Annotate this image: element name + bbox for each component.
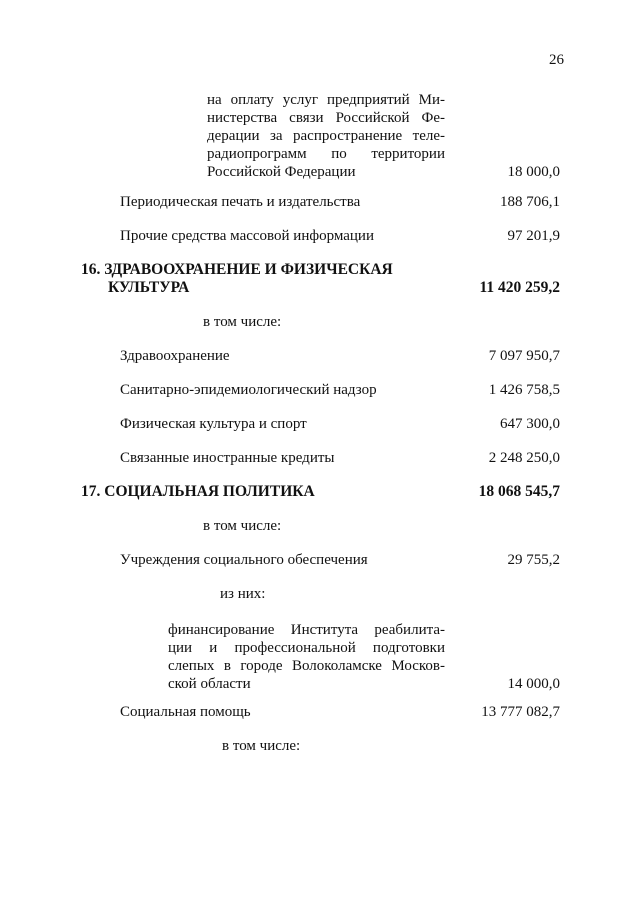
healthcare-amount: 7 097 950,7 bbox=[488, 348, 560, 364]
social-aid-subhead: в том числе: bbox=[222, 738, 301, 754]
section-17-heading: 17. СОЦИАЛЬНАЯ ПОЛИТИКА bbox=[81, 483, 315, 500]
blind-institute-item bbox=[168, 621, 445, 693]
social-aid-label: Социальная помощь bbox=[120, 704, 251, 720]
sanitary-supervision-amount: 1 426 758,5 bbox=[488, 382, 560, 398]
blind-institute-line-1: финансирование Института реабилита- bbox=[168, 622, 445, 638]
telecom-line-2: нистерства связи Российской Фе- bbox=[207, 110, 445, 126]
telecom-line-4: радиопрограмм по территории bbox=[207, 146, 445, 162]
foreign-credits-label: Связанные иностранные кредиты bbox=[120, 450, 335, 466]
section-17-amount: 18 068 545,7 bbox=[478, 483, 560, 500]
sport-amount: 647 300,0 bbox=[500, 416, 560, 432]
blind-institute-line-4: ской области bbox=[168, 676, 251, 692]
other-media-label: Прочие средства массовой информации bbox=[120, 228, 374, 244]
social-institutions-amount: 29 755,2 bbox=[507, 552, 560, 568]
blind-institute-line-3: слепых в городе Волоколамске Москов- bbox=[168, 658, 445, 674]
blind-institute-line-2: ции и профессиональной подготовки bbox=[168, 640, 445, 656]
periodical-press-label: Периодическая печать и издательства bbox=[120, 194, 361, 210]
telecom-line-5: Российской Федерации bbox=[207, 164, 356, 180]
periodical-press-amount: 188 706,1 bbox=[500, 194, 560, 210]
telecom-services-item bbox=[207, 91, 445, 181]
telecom-services-amount: 18 000,0 bbox=[507, 164, 560, 180]
section-16-title-line-1: 16. ЗДРАВООХРАНЕНИЕ И ФИЗИЧЕСКАЯ bbox=[81, 261, 393, 278]
sport-label: Физическая культура и спорт bbox=[120, 416, 307, 432]
sanitary-supervision-label: Санитарно-эпидемиологический надзор bbox=[120, 382, 377, 398]
section-17-subhead: в том числе: bbox=[203, 518, 282, 534]
section-16-amount: 11 420 259,2 bbox=[479, 279, 560, 296]
page-number: 26 bbox=[549, 52, 564, 68]
of-which-subhead: из них: bbox=[220, 586, 266, 602]
social-aid-amount: 13 777 082,7 bbox=[481, 704, 560, 720]
healthcare-label: Здравоохранение bbox=[120, 348, 230, 364]
telecom-line-3: дерации за распространение теле- bbox=[207, 128, 445, 144]
blind-institute-amount: 14 000,0 bbox=[507, 676, 560, 692]
foreign-credits-amount: 2 248 250,0 bbox=[488, 450, 560, 466]
other-media-amount: 97 201,9 bbox=[507, 228, 560, 244]
social-institutions-label: Учреждения социального обеспечения bbox=[120, 552, 368, 568]
telecom-line-1: на оплату услуг предприятий Ми- bbox=[207, 92, 445, 108]
section-16-heading bbox=[81, 261, 393, 297]
section-16-subhead: в том числе: bbox=[203, 314, 282, 330]
section-16-title-line-2: КУЛЬТУРА bbox=[108, 279, 190, 296]
